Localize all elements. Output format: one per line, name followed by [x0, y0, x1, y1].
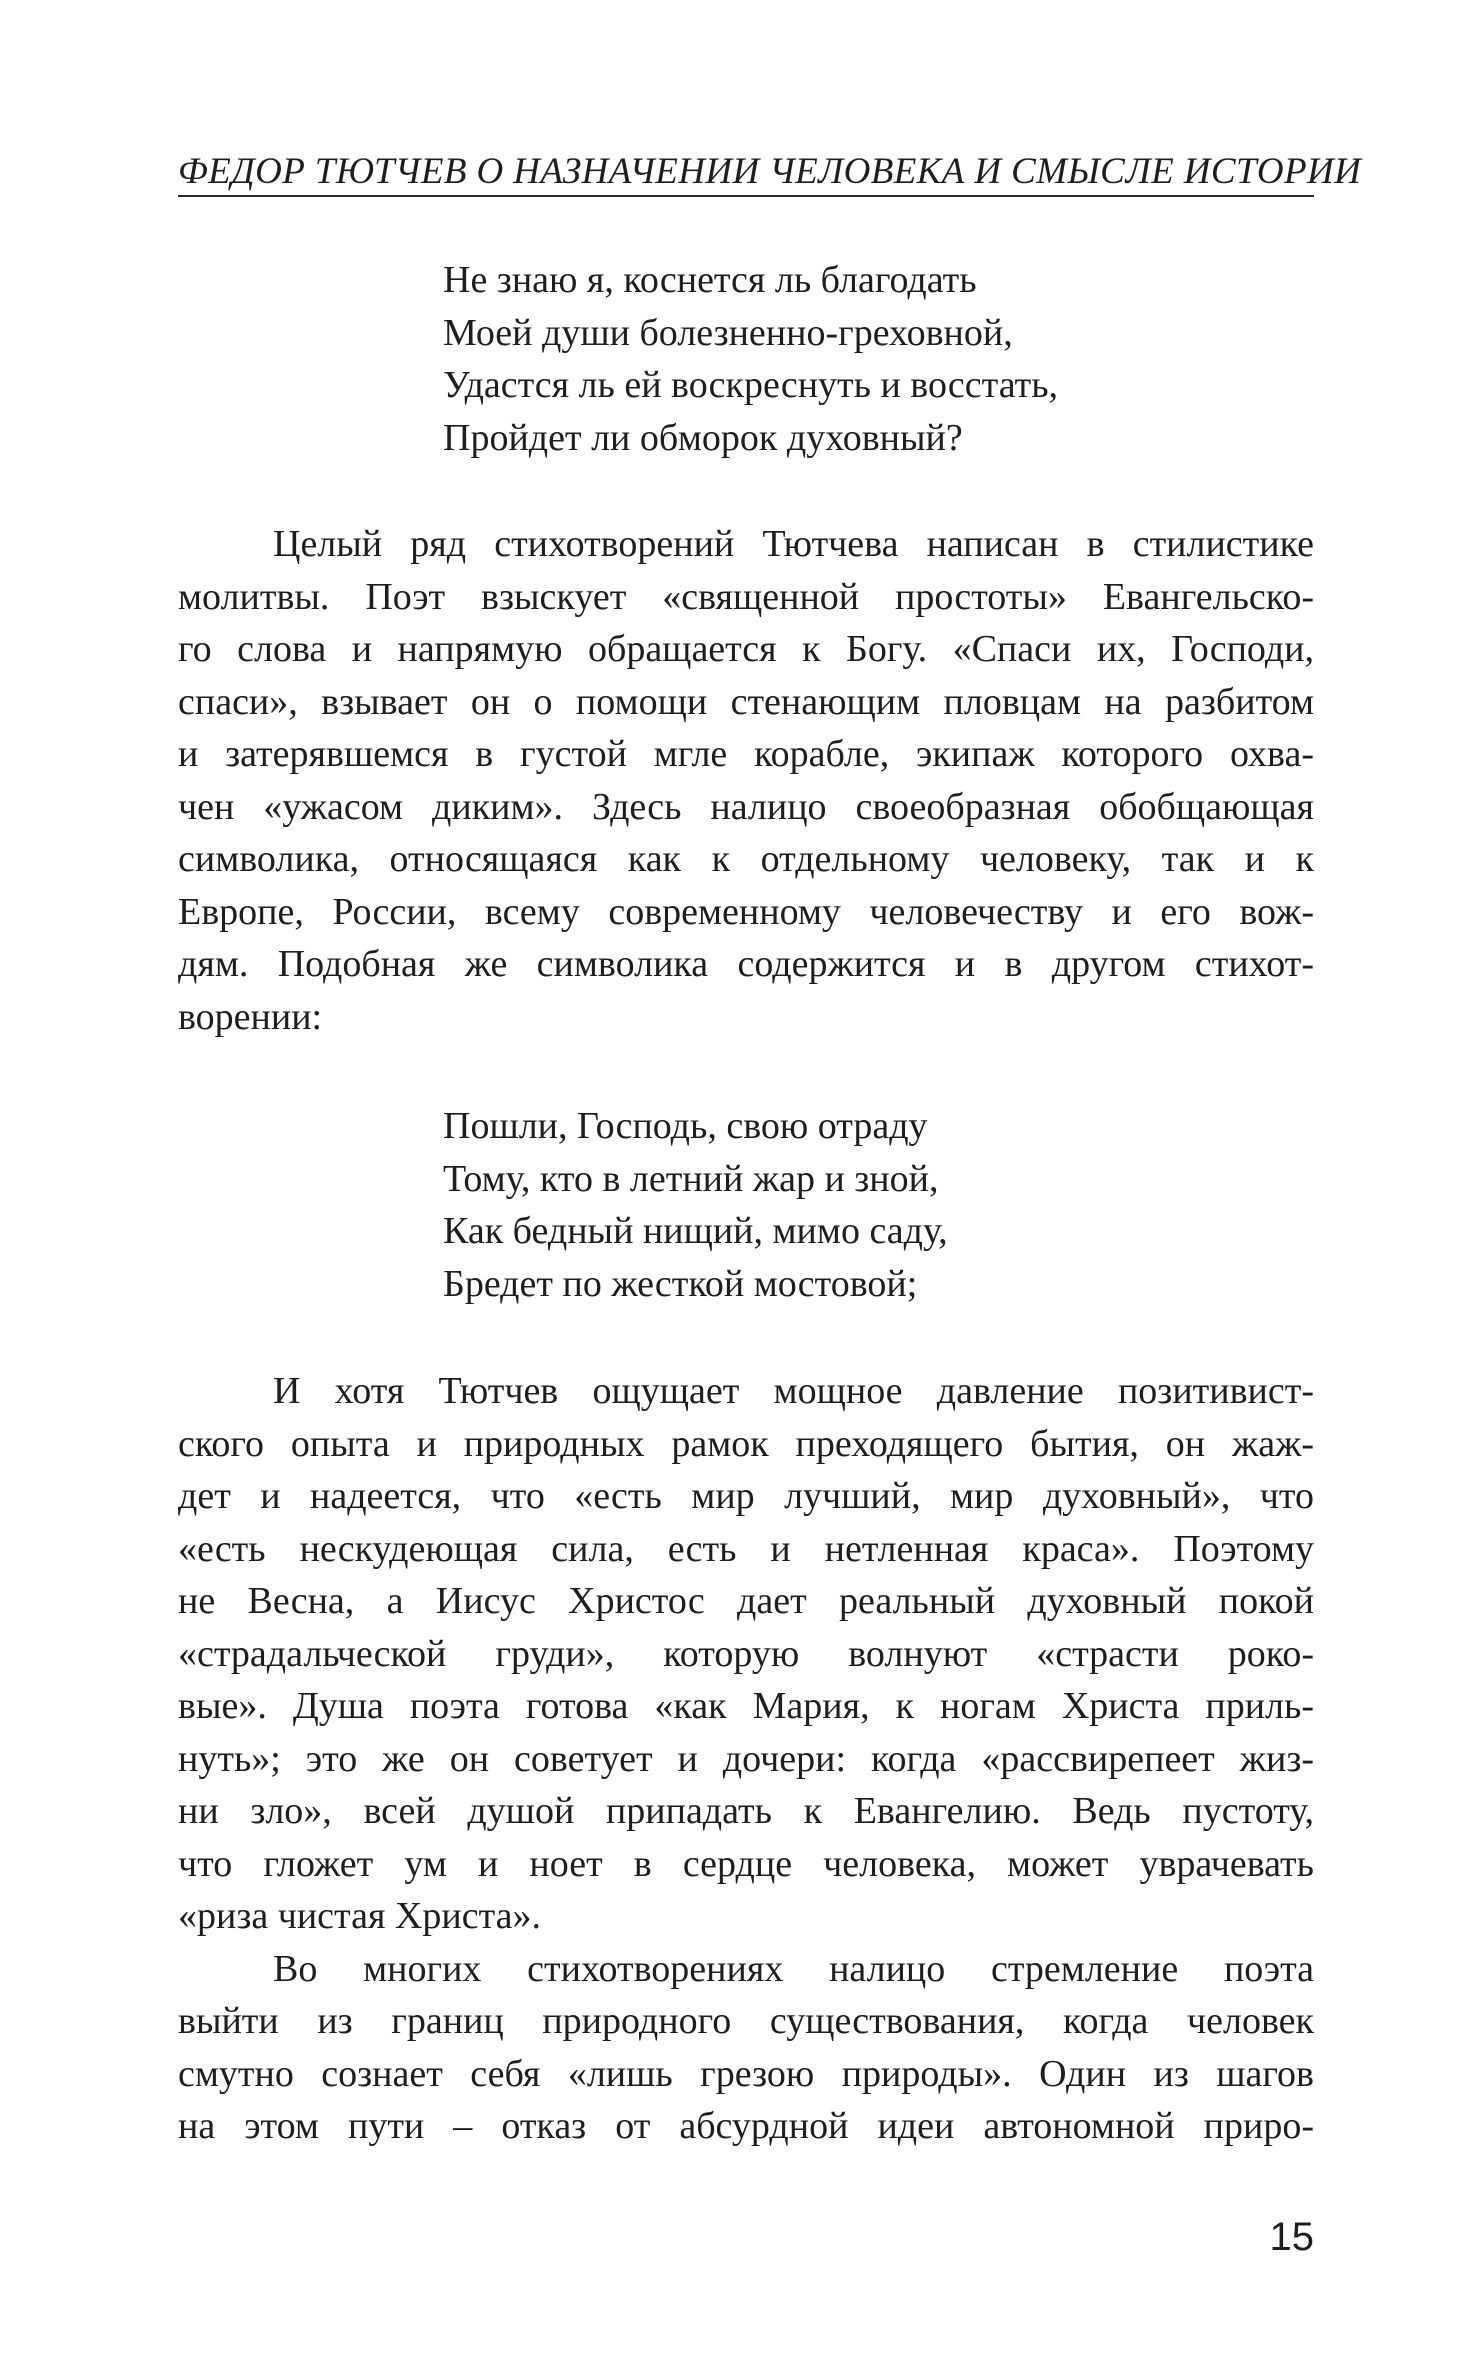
text-line: выйти из границ природного существования, когда человек	[178, 2000, 1314, 2042]
verse-stanza-1	[443, 254, 1058, 464]
verse-line: Пройдет ли обморок духовный?	[443, 416, 963, 459]
text-line: смутно сознает себя «лишь грезою природы». Один из шагов	[178, 2052, 1314, 2095]
text-line: ни зло», всей душой припадать к Евангелию. Ведь пустоту,	[178, 1790, 1314, 1832]
text-line: молитвы. Поэт взыскует «священной простоты» Евангельско-	[178, 575, 1314, 618]
text-line: ворении:	[178, 995, 323, 1038]
text-line: нуть»; это же он советует и дочери: когда «рассвирепеет жиз-	[178, 1737, 1314, 1780]
text-line: чен «ужасом диким». Здесь налицо своеобразная обобщающая	[178, 785, 1314, 828]
text-line: И хотя Тютчев ощущает мощное давление позитивист-	[273, 1370, 1314, 1412]
verse-line: Пошли, Господь, свою отраду	[443, 1105, 928, 1147]
text-line: Во многих стихотворениях налицо стремление поэта	[273, 1947, 1314, 1990]
verse-stanza-2	[443, 1100, 948, 1310]
text-line: «есть нескудеющая сила, есть и нетленная краса». Поэтому	[178, 1527, 1314, 1570]
text-line: ского опыта и природных рамок преходящего бытия, он жаж-	[178, 1422, 1314, 1465]
paragraph-1	[178, 518, 1314, 1043]
paragraph-2	[178, 1365, 1314, 2153]
text-line: дям. Подобная же символика содержится и в другом стихот-	[178, 943, 1314, 985]
text-line: дет и надеется, что «есть мир лучший, мир духовный», что	[178, 1475, 1314, 1517]
verse-line: Моей души болезненно-греховной,	[443, 311, 1013, 354]
text-line: Целый ряд стихотворений Тютчева написан в стилистике	[273, 523, 1314, 565]
running-head: ФЕДОР ТЮТЧЕВ О НАЗНАЧЕНИИ ЧЕЛОВЕКА И СМЫСЛЕ ИСТОРИИ	[178, 151, 1362, 192]
header-rule	[178, 195, 1314, 197]
text-line: что гложет ум и ноет в сердце человека, может уврачевать	[178, 1842, 1314, 1885]
text-line: «страдальческой груди», которую волнуют «страсти роко-	[178, 1632, 1314, 1675]
text-line: символика, относящаяся как к отдельному человеку, так и к	[178, 838, 1314, 880]
verse-line: Как бедный нищий, мимо саду,	[443, 1210, 948, 1252]
text-line: не Весна, а Иисус Христос дает реальный духовный покой	[178, 1580, 1314, 1622]
verse-line: Удастся ль ей воскреснуть и восстать,	[443, 364, 1059, 406]
text-line: вые». Душа поэта готова «как Мария, к ногам Христа приль-	[178, 1685, 1314, 1727]
verse-line: Не знаю я, коснется ль благодать	[443, 259, 977, 301]
text-line: го слова и напрямую обращается к Богу. «Спаси их, Господи,	[178, 628, 1314, 670]
text-line: и затерявшемся в густой мгле корабле, экипаж которого охва-	[178, 733, 1314, 775]
page-number: 15	[1269, 2215, 1314, 2259]
text-line: «риза чистая Христа».	[178, 1895, 542, 1937]
text-line: Европе, России, всему современному человечеству и его вож-	[178, 890, 1314, 933]
verse-line: Тому, кто в летний жар и зной,	[443, 1157, 939, 1200]
text-line: на этом пути – отказ от абсурдной идеи автономной приро-	[178, 2105, 1314, 2147]
verse-line: Бредет по жесткой мостовой;	[443, 1262, 918, 1305]
text-line: спаси», взывает он о помощи стенающим пловцам на разбитом	[178, 680, 1314, 723]
